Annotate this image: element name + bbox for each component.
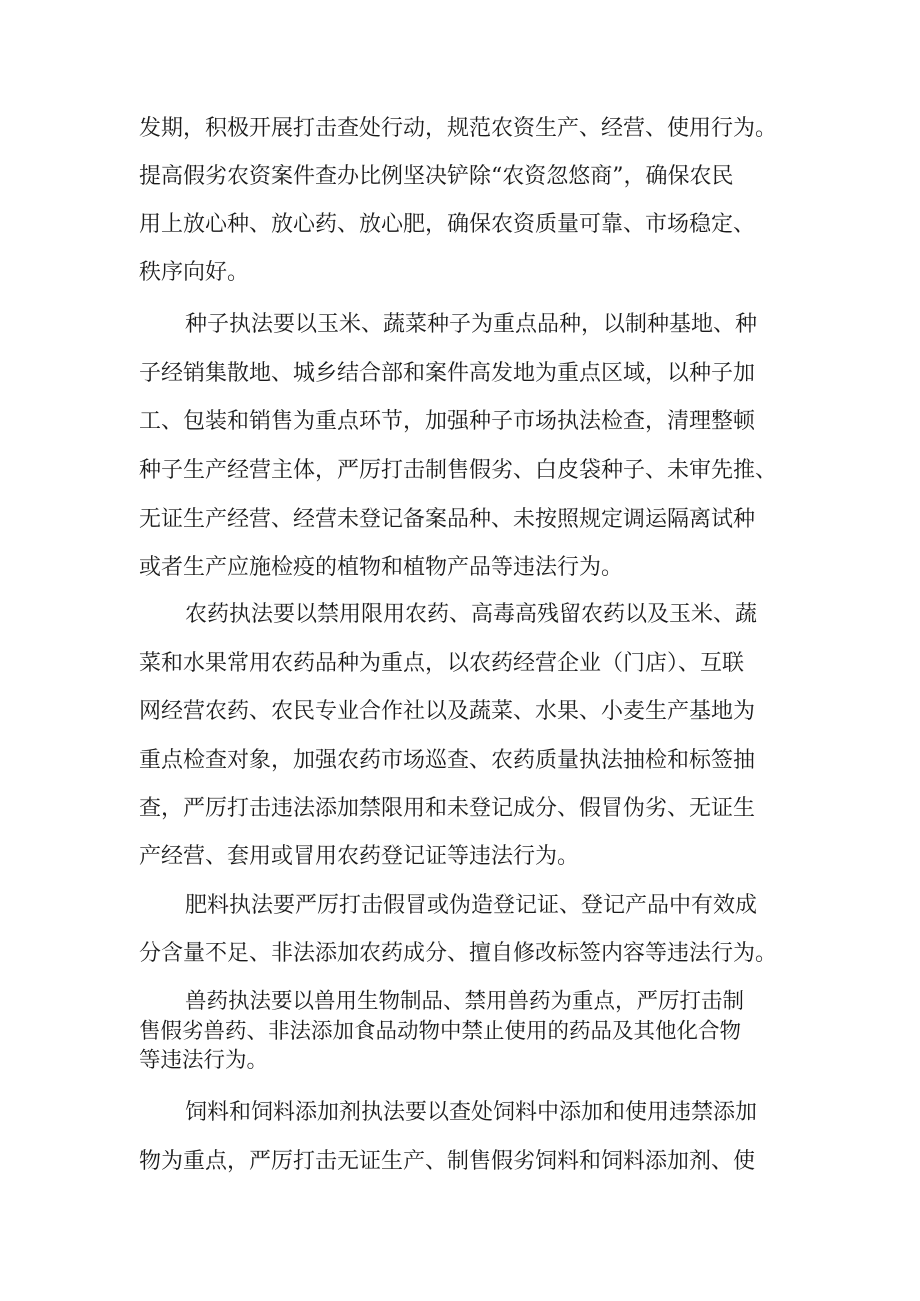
paragraph-seed-line-4: 种子生产经营主体，严厉打击制售假劣、白皮袋种子、未审先推、 [139,458,778,483]
paragraph-vetdrug-line-3: 等违法行为。 [139,1048,269,1073]
paragraph-fertilizer-line-2: 分含量不足、非法添加农药成分、擅自修改标签内容等违法行为。 [139,941,778,966]
paragraph-feed-line-1: 饲料和饲料添加剂执法要以查处饲料中添加和使用违禁添加 [185,1100,758,1125]
text-line-2: 提高假劣农资案件查办比例坚决铲除“农资忽悠商”，确保农民 [139,164,734,189]
paragraph-seed-line-6: 或者生产应施检疫的植物和植物产品等违法行为。 [139,555,624,580]
text-line-4: 秩序向好。 [139,260,250,285]
paragraph-seed-line-3: 工、包装和销售为重点环节，加强种子市场执法检查，清理整顿 [139,409,756,434]
paragraph-seed-line-1: 种子执法要以玉米、蔬菜种子为重点品种，以制种基地、种 [185,312,758,337]
paragraph-seed-line-2: 子经销集散地、城乡结合部和案件高发地为重点区域，以种子加 [139,361,756,386]
paragraph-pesticide-line-3: 网经营农药、农民专业合作社以及蔬菜、水果、小麦生产基地为 [139,699,756,724]
paragraph-vetdrug-line-2: 售假劣兽药、非法添加食品动物中禁止使用的药品及其他化合物 [139,1019,742,1044]
paragraph-fertilizer-line-1: 肥料执法要严厉打击假冒或伪造登记证、登记产品中有效成 [185,893,758,918]
paragraph-feed-line-2: 物为重点，严厉打击无证生产、制售假劣饲料和饲料添加剂、使 [139,1149,756,1174]
paragraph-pesticide-line-5: 查，严厉打击违法添加禁限用和未登记成分、假冒伪劣、无证生 [139,796,756,821]
paragraph-seed-line-5: 无证生产经营、经营未登记备案品种、未按照规定调运隔离试种 [139,507,756,532]
paragraph-pesticide-line-6: 产经营、套用或冒用农药登记证等违法行为。 [139,844,580,869]
text-line-1: 发期，积极开展打击查处行动，规范农资生产、经营、使用行为。 [139,116,778,141]
paragraph-pesticide-line-1: 农药执法要以禁用限用农药、高毒高残留农药以及玉米、蔬 [185,602,758,627]
text-line-3: 用上放心种、放心药、放心肥，确保农资质量可靠、市场稳定、 [139,212,756,237]
paragraph-vetdrug-line-1: 兽药执法要以兽用生物制品、禁用兽药为重点，严厉打击制 [185,989,745,1014]
paragraph-pesticide-line-4: 重点检查对象，加强农药市场巡查、农药质量执法抽检和标签抽 [139,748,756,773]
paragraph-pesticide-line-2: 菜和水果常用农药品种为重点，以农药经营企业（门店）、互联 [139,651,745,676]
